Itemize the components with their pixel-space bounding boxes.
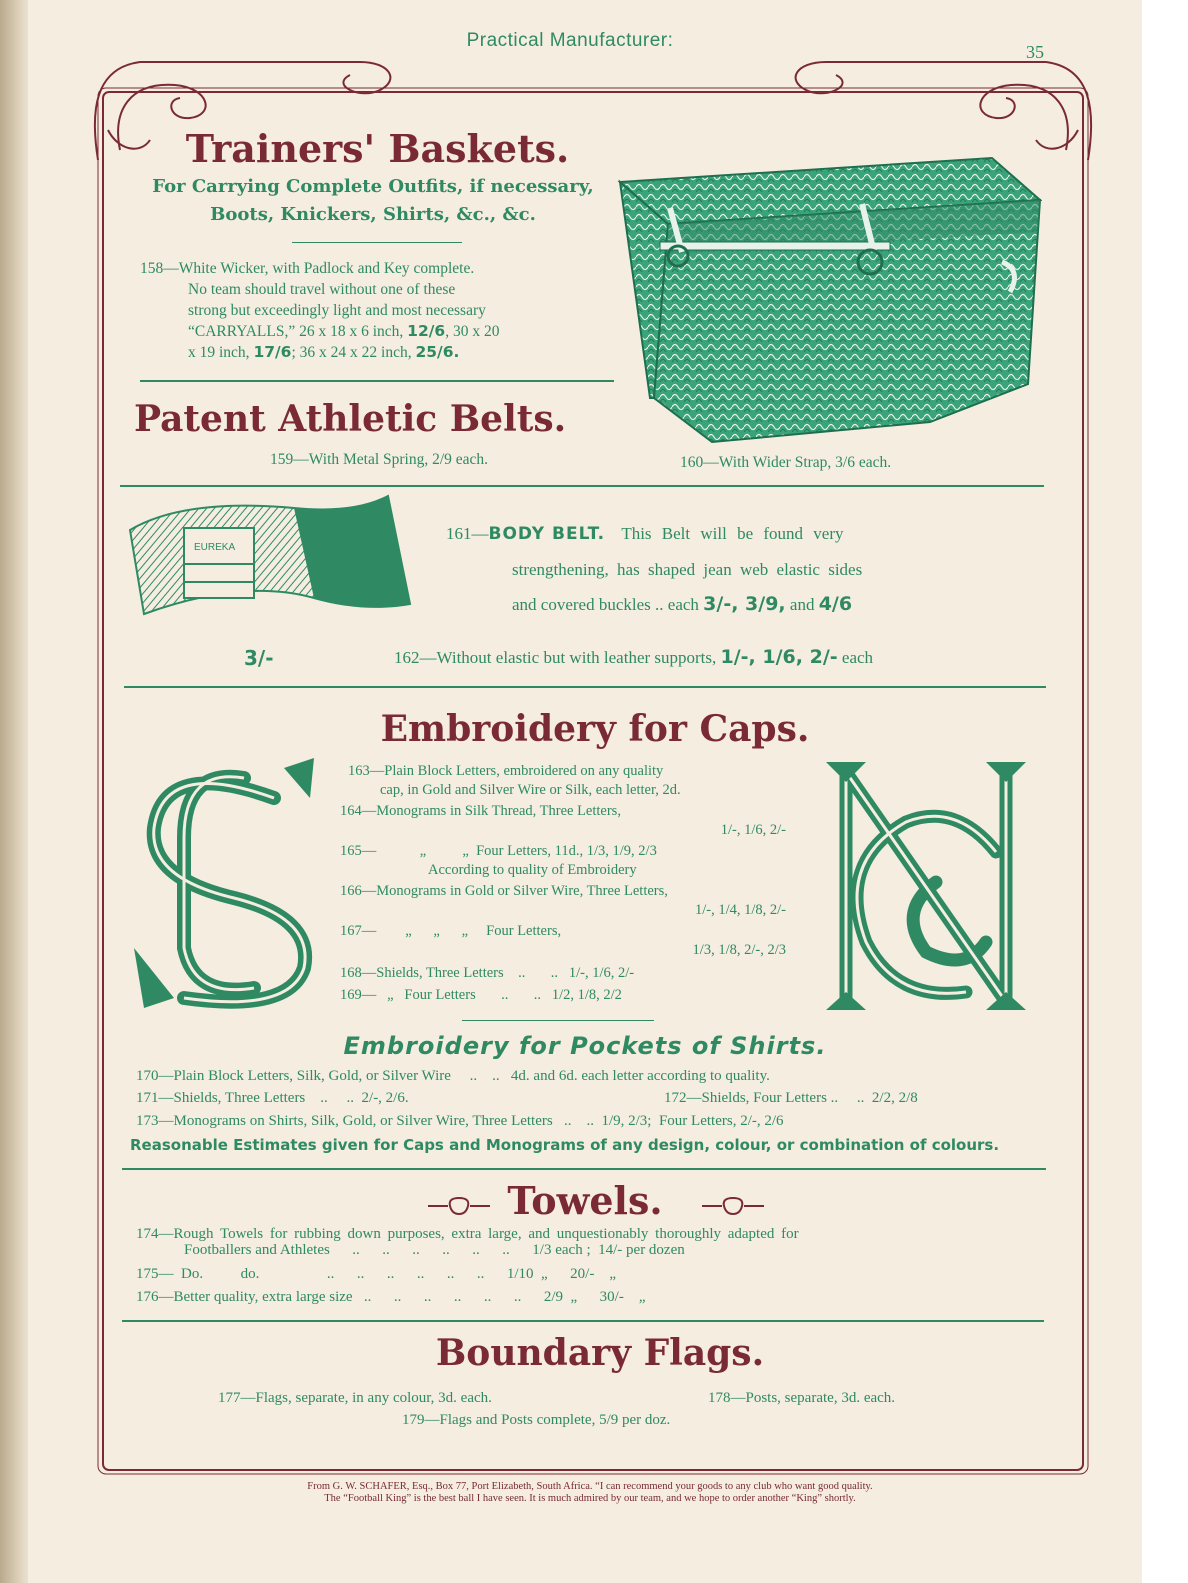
item-158-price-3: 25/6. [415,343,460,361]
caps-item-166 [340,882,786,920]
monogram-sg-illustration [124,758,334,1020]
item-158-line4-a: “CARRYALLS,” 26 x 18 x 6 inch, [188,323,404,340]
caps-item-164-l1: 164—Monograms in Silk Thread, Three Letters, [340,803,621,819]
item-162-text: 162—Without elastic but with leather supports, [394,648,717,667]
caps-item-165-l1: 165— „ „ Four Letters, 11d., 1/3, 1/9, 2/3 [340,843,657,859]
item-161-line3-a: and covered buckles .. each [512,595,699,614]
ornament-flourish-icon [426,1194,492,1218]
towels-item-176: 176—Better quality, extra large size .. .. .. .. .. .. 2/9 „ 30/- „ [136,1289,646,1305]
caps-item-163-l1: 163—Plain Block Letters, embroidered on any quality [348,763,664,779]
item-158-block [140,258,610,363]
caps-heading: Embroidery for Caps. [380,708,810,750]
trainers-subtitle-line1: For Carrying Complete Outfits, if necessary, [152,176,594,197]
caps-item-165 [340,842,786,880]
item-158-price-2: 17/6 [253,343,292,361]
divider-baskets [140,380,614,382]
caps-item-166-l1: 166—Monograms in Gold or Silver Wire, Three Letters, [340,883,668,899]
footer-line2: The “Football King” is the best ball I have seen. It is much admired by our team, and we hope to order another “King” shortly. [324,1493,856,1504]
item-162 [394,647,873,668]
item-161-and: and [789,595,815,614]
caps-item-163 [340,762,786,800]
belt-illustration [124,494,414,630]
caps-item-167-l1: 167— „ „ „ Four Letters, [340,923,562,939]
pockets-item-173: 173—Monograms on Shirts, Silk, Gold, or Silver Wire, Three Letters .. .. 1/9, 2/3; Four Letters, 2/-, 2/6 [136,1113,784,1129]
athletic-belts-heading: Patent Athletic Belts. [134,398,567,440]
pockets-item-170: 170—Plain Block Letters, Silk, Gold, or Silver Wire .. .. 4d. and 6d. each letter according to quality. [136,1068,770,1084]
monogram-cnc-illustration [806,762,1052,1016]
item-160: 160—With Wider Strap, 3/6 each. [680,454,892,471]
item-158-line4 [140,321,610,342]
item-158-line1: 158—White Wicker, with Padlock and Key complete. [140,260,475,277]
pockets-item-171: 171—Shields, Three Letters .. .. 2/-, 2/6. [136,1090,409,1106]
flags-heading: Boundary Flags. [435,1332,765,1374]
short-divider-caps [462,1020,654,1021]
item-162-suffix: each [841,648,874,667]
divider-belts-top [120,485,1044,487]
item-161-price-2: 4/6 [818,593,853,615]
short-divider [292,242,462,243]
item-158-line3: strong but exceedingly light and most necessary [188,302,486,319]
caps-item-169: 169— „ Four Letters .. .. 1/2, 1/8, 2/2 [340,987,622,1003]
item-158-price-1: 12/6 [407,322,446,340]
flags-item-177: 177—Flags, separate, in any colour, 3d. each. [218,1390,492,1406]
page-number: 35 [1026,42,1044,62]
flags-item-178: 178—Posts, separate, 3d. each. [708,1390,896,1406]
item-158-line5-a: x 19 inch, [188,344,250,361]
trainers-baskets-heading: Trainers' Baskets. [185,126,570,171]
towels-item-174-l2: Footballers and Athletes .. .. .. .. .. .. 1/3 each ; 14/- per dozen [184,1242,685,1258]
caps-item-164-l2: 1/-, 1/6, 2/- [720,822,786,838]
running-title: Practical Manufacturer: [466,30,674,51]
divider-towels [122,1320,1044,1322]
item-161-price-1: 3/-, 3/9, [703,593,786,615]
item-161-line1-rest: This Belt will be found very [621,524,844,543]
footer-line1: From G. W. SCHAFER, Esq., Box 77, Port Elizabeth, South Africa. “I can recommend your goods to any club who want good quality. [307,1481,873,1492]
belt-label: EUREKA [194,542,236,553]
item-158-line2: No team should travel without one of these [188,281,456,298]
caps-item-168: 168—Shields, Three Letters .. .. 1/-, 1/6, 2/- [340,965,635,981]
estimates-note: Reasonable Estimates given for Caps and Monograms of any design, colour, or combination of colours. [130,1136,1000,1154]
pockets-heading: Embroidery for Pockets of Shirts. [343,1032,827,1060]
pockets-item-172: 172—Shields, Four Letters .. .. 2/2, 2/8 [664,1090,918,1106]
caps-items [340,762,786,1005]
basket-illustration [612,152,1042,448]
item-158-line5 [140,342,610,363]
caps-item-163-l2: cap, in Gold and Silver Wire or Silk, each letter, 2d. [380,782,681,798]
item-159: 159—With Metal Spring, 2/9 each. [270,451,489,468]
caps-item-164 [340,802,786,840]
item-161-line1 [446,516,1036,552]
footer-testimonial [150,1481,1030,1505]
item-161-name: BODY BELT. [488,524,606,544]
item-161-line2: strengthening, has shaped jean web elastic sides [512,560,863,579]
caps-item-167-l2: 1/3, 1/8, 2/-, 2/3 [692,942,786,958]
divider-pockets [122,1168,1046,1170]
belt-left-price: 3/- [244,646,274,670]
divider-belts-bottom [124,686,1046,688]
item-158-line5-b: ; 36 x 24 x 22 inch, [291,344,412,361]
towels-item-174-l1: 174—Rough Towels for rubbing down purposes, extra large, and unquestionably thoroughly adapted for [136,1226,799,1242]
towels-heading: Towels. [507,1178,663,1223]
flags-item-179: 179—Flags and Posts complete, 5/9 per doz. [402,1412,671,1428]
trainers-subtitle-line2: Boots, Knickers, Shirts, &c., &c. [210,204,536,225]
towels-item-175: 175— Do. do. .. .. .. .. .. .. 1/10 „ 20/- „ [136,1266,616,1282]
item-162-prices: 1/-, 1/6, 2/- [720,646,838,668]
item-161-prefix: 161— [446,524,489,543]
caps-item-165-l2: According to quality of Embroidery [428,862,637,878]
item-158-line4-b: , 30 x 20 [445,323,500,340]
item-161-block [446,516,1036,622]
item-161-line3 [446,587,1036,622]
caps-item-167 [340,922,786,960]
caps-item-166-l2: 1/-, 1/4, 1/8, 2/- [694,902,786,918]
ornament-flourish-icon-right [700,1194,766,1218]
